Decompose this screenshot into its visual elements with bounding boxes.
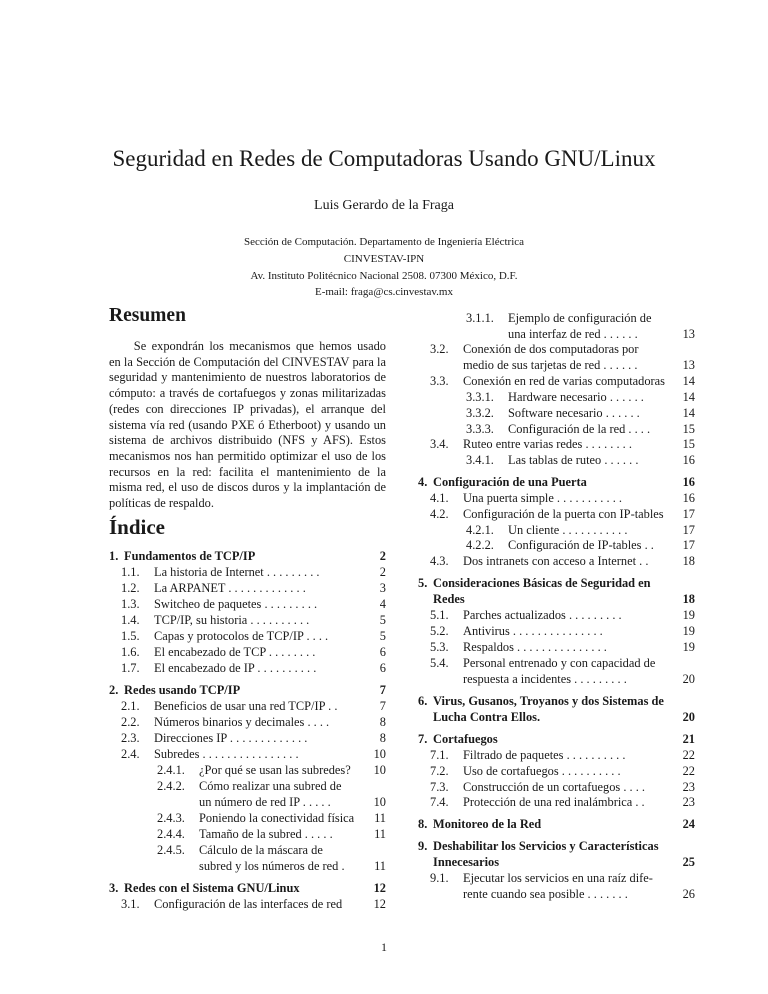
toc-entry[interactable] [109,795,386,811]
toc-entry-title: 2.4.4. Tamaño de la subred . . . . . [157,827,333,841]
toc-entry-title: 3.4. Ruteo entre varias redes . . . . . . . . [430,437,632,451]
toc-entry-title: 2.4.2. Cómo realizar una subred de [157,779,342,793]
toc-entry-page: 12 [373,881,386,895]
toc-entry-title: 3.4.1. Las tablas de ruteo . . . . . . [466,453,639,467]
toc-entry-page: 14 [682,374,695,388]
toc-entry-title: 1.5. Capas y protocolos de TCP/IP . . . . [121,629,329,643]
toc-entry-number: 6. [418,694,428,708]
toc-entry-number: 7.2. [430,764,449,778]
toc-entry-page: 22 [682,764,695,778]
toc-entry-page: 4 [379,597,386,611]
toc-entry-title: Innecesarios [433,855,500,869]
toc-entry[interactable] [418,311,695,327]
toc-entry[interactable] [418,422,695,438]
toc-entry-number: 3.2. [430,342,449,356]
toc-entry-page: 2 [379,549,386,563]
toc-entry-number: 5.3. [430,640,449,654]
toc-entry-number: 5. [418,576,428,590]
toc-entry-page: 23 [682,795,695,809]
toc-entry[interactable] [418,839,695,855]
toc-entry-number: 4.2.1. [466,523,494,537]
toc-entry-number: 3.1.1. [466,311,494,325]
toc-entry-number: 2. [109,683,119,697]
toc-entry-page: 17 [682,523,695,537]
toc-entry-page: 17 [682,507,695,521]
toc-entry[interactable] [418,795,695,811]
toc-entry-page: 3 [379,581,386,595]
toc-entry-title: 9.1. Ejecutar los servicios en una raíz dife- [430,871,653,885]
toc-entry[interactable] [418,523,695,539]
toc-entry-number: 4. [418,475,428,489]
toc-entry-number: 3.3.1. [466,390,494,404]
page-number: 1 [381,940,387,954]
toc-entry[interactable] [418,672,695,688]
toc-entry[interactable] [109,645,386,661]
toc-entry[interactable] [418,507,695,523]
affiliation-line: Av. Instituto Politécnico Nacional 2508. 07300 México, D.F. [250,270,518,282]
toc-entry-number: 3.4.1. [466,453,494,467]
toc-entry-title: 3.3.2. Software necesario . . . . . . [466,406,640,420]
toc-entry[interactable] [109,779,386,795]
toc-entry-page: 16 [682,475,695,489]
toc-entry-title: 3.1.1. Ejemplo de configuración de [466,311,652,325]
toc-entry[interactable] [109,565,386,581]
toc-entry-number: 3.3.3. [466,422,494,436]
toc-entry-title: 1.7. El encabezado de IP . . . . . . . . . . [121,661,317,675]
toc-entry[interactable] [109,731,386,747]
abstract-heading: Resumen [109,305,186,326]
toc-entry-title: Redes [433,592,465,606]
toc-entry[interactable] [418,608,695,624]
toc-entry[interactable] [418,406,695,422]
toc-entry-number: 2.2. [121,715,140,729]
toc-entry-number: 2.4. [121,747,140,761]
toc-entry-page: 11 [374,827,386,841]
toc-entry-title: 7.2. Uso de cortafuegos . . . . . . . . . . [430,764,621,778]
toc-entry[interactable] [418,887,695,903]
toc-entry[interactable] [109,629,386,645]
toc-entry-page: 8 [379,731,386,745]
toc-entry[interactable] [109,715,386,731]
toc-entry-number: 8. [418,817,428,831]
toc-entry-title: 3. Redes con el Sistema GNU/Linux [109,881,300,895]
toc-entry-page: 26 [682,887,695,901]
toc-entry-number: 2.4.4. [157,827,185,841]
toc-entry[interactable] [109,549,386,565]
toc-entry[interactable] [109,581,386,597]
toc-entry-page: 10 [373,763,386,777]
toc-entry-title: 6. Virus, Gusanos, Troyanos y dos Sistemas de [418,694,664,708]
toc-entry-number: 1.1. [121,565,140,579]
toc-entry-title: 2.3. Direcciones IP . . . . . . . . . . . . . [121,731,308,745]
toc-entry[interactable] [418,491,695,507]
toc-entry-title: 4. Configuración de una Puerta [418,475,587,489]
toc-entry[interactable] [418,327,695,343]
affiliation-line: CINVESTAV-IPN [343,253,425,265]
toc-entry-page: 20 [682,672,695,686]
toc-entry[interactable] [109,763,386,779]
toc-entry-title: 4.2.1. Un cliente . . . . . . . . . . . [466,523,628,537]
toc-entry[interactable] [418,453,695,469]
toc-entry-title: 5.1. Parches actualizados . . . . . . . . . [430,608,622,622]
toc-entry[interactable] [418,592,695,608]
toc-entry-number: 4.2.2. [466,538,494,552]
toc-entry[interactable] [418,475,695,491]
toc-entry[interactable] [418,640,695,656]
toc-entry-title: 3.1. Configuración de las interfaces de red [121,897,343,911]
toc-entry-page: 19 [682,640,695,654]
toc-entry-page: 19 [682,624,695,638]
toc-entry-page: 6 [379,645,386,659]
toc-entry-page: 5 [379,629,386,643]
toc-entry-page: 11 [374,811,386,825]
toc-entry-title: un número de red IP . . . . . [199,795,331,809]
toc-heading: Índice [109,515,166,539]
toc-entry-title: 2.2. Números binarios y decimales . . . . [121,715,330,729]
toc-entry[interactable] [418,817,695,833]
toc-entry[interactable] [418,748,695,764]
toc-entry-number: 5.2. [430,624,449,638]
toc-entry[interactable] [418,342,695,358]
toc-entry-page: 14 [682,390,695,404]
paper-title: Seguridad en Redes de Computadoras Usando GNU/Linux [112,146,656,171]
toc-entry-page: 12 [373,897,386,911]
toc-entry-title: 4.2. Configuración de la puerta con IP-tables [430,507,664,521]
toc-entry-number: 1.4. [121,613,140,627]
toc-entry-page: 14 [682,406,695,420]
toc-entry-page: 16 [682,453,695,467]
toc-entry-page: 16 [682,491,695,505]
toc-entry[interactable] [418,437,695,453]
toc-entry-number: 2.4.5. [157,843,185,857]
toc-entry-number: 3. [109,881,119,895]
toc-entry-title: 2.4.5. Cálculo de la máscara de [157,843,323,857]
author-name: Luis Gerardo de la Fraga [314,198,454,213]
toc-entry-title: 5.3. Respaldos . . . . . . . . . . . . . . . [430,640,607,654]
toc-entry-page: 8 [379,715,386,729]
toc-entry-number: 4.2. [430,507,449,521]
toc-entry-number: 4.3. [430,554,449,568]
toc-entry-page: 24 [682,817,695,831]
toc-entry[interactable] [418,656,695,672]
toc-entry-number: 7.1. [430,748,449,762]
toc-entry[interactable] [418,358,695,374]
toc-entry-title: una interfaz de red . . . . . . [508,327,638,341]
toc-entry-number: 9. [418,839,428,853]
toc-entry-title: 1.3. Switcheo de paquetes . . . . . . . . . [121,597,318,611]
toc-entry-number: 7.4. [430,795,449,809]
toc-entry-title: 5.2. Antivirus . . . . . . . . . . . . . . . [430,624,603,638]
toc-entry-title: Lucha Contra Ellos. [433,710,541,724]
toc-entry-title: 3.3.1. Hardware necesario . . . . . . [466,390,644,404]
toc-entry-number: 2.4.1. [157,763,185,777]
toc-entry-title: 7.4. Protección de una red inalámbrica . . [430,795,645,809]
toc-entry-page: 2 [379,565,386,579]
toc-entry-number: 2.4.3. [157,811,185,825]
toc-entry[interactable] [418,576,695,592]
toc-entry-title: 5. Consideraciones Básicas de Seguridad en [418,576,651,590]
toc-entry-page: 15 [682,437,695,451]
toc-entry-number: 5.1. [430,608,449,622]
toc-entry-number: 1.6. [121,645,140,659]
toc-entry-title: 4.2.2. Configuración de IP-tables . . [466,538,654,552]
toc-entry-page: 11 [374,859,386,873]
toc-entry-title: 5.4. Personal entrenado y con capacidad de [430,656,656,670]
toc-entry[interactable] [418,694,695,710]
toc-entry-title: 1.6. El encabezado de TCP . . . . . . . . [121,645,316,659]
toc-entry-number: 3.4. [430,437,449,451]
toc-entry-number: 2.3. [121,731,140,745]
toc-entry-page: 5 [379,613,386,627]
toc-entry-title: subred y los números de red . [199,859,345,873]
toc-entry-number: 2.4.2. [157,779,185,793]
toc-entry-title: 1.1. La historia de Internet . . . . . . . . . [121,565,320,579]
email-line: E-mail: fraga@cs.cinvestav.mx [314,286,453,298]
toc-entry[interactable] [418,538,695,554]
toc-entry-page: 15 [682,422,695,436]
toc-entry-title: 3.2. Conexión de dos computadoras por [430,342,639,356]
toc-entry-title: 2.4.3. Poniendo la conectividad física [157,811,355,825]
toc-entry-title: 1. Fundamentos de TCP/IP [109,549,256,563]
toc-entry-title: 2.4. Subredes . . . . . . . . . . . . . . . . [121,747,299,761]
toc-entry-title: 1.2. La ARPANET . . . . . . . . . . . . . [121,581,306,595]
toc-entry-page: 13 [682,327,695,341]
toc-entry[interactable] [109,811,386,827]
toc-entry-page: 18 [682,554,695,568]
toc-entry-number: 9.1. [430,871,449,885]
affiliation-line: Sección de Computación. Departamento de Ingeniería Eléctrica [243,236,525,248]
toc-entry-page: 7 [379,683,386,697]
toc-entry[interactable] [109,859,386,875]
toc-entry[interactable] [109,747,386,763]
toc-entry-title: 7.1. Filtrado de paquetes . . . . . . . . . . [430,748,626,762]
toc-entry-page: 19 [682,608,695,622]
toc-entry[interactable] [418,764,695,780]
toc-entry-title: 9. Deshabilitar los Servicios y Características [418,839,659,853]
toc-entry[interactable] [418,732,695,748]
toc-entry-number: 3.3. [430,374,449,388]
toc-entry-title: 2. Redes usando TCP/IP [109,683,241,697]
toc-entry[interactable] [109,683,386,699]
toc-entry-page: 6 [379,661,386,675]
toc-entry-title: 2.4.1. ¿Por qué se usan las subredes? [157,763,351,777]
toc-entry[interactable] [109,843,386,859]
toc-entry-number: 5.4. [430,656,449,670]
toc-entry-number: 7.3. [430,780,449,794]
toc-entry[interactable] [109,661,386,677]
toc-entry[interactable] [418,710,695,726]
toc-entry-page: 7 [379,699,386,713]
toc-entry-title: rente cuando sea posible . . . . . . . [463,887,628,901]
toc-entry-number: 4.1. [430,491,449,505]
toc-entry-title: 2.1. Beneficios de usar una red TCP/IP . . [121,699,338,713]
toc-entry-page: 10 [373,795,386,809]
toc-entry-title: 3.3. Conexión en red de varias computadoras [430,374,665,388]
toc-entry-number: 1.3. [121,597,140,611]
toc-entry-number: 2.1. [121,699,140,713]
toc-entry[interactable] [418,855,695,871]
toc-entry[interactable] [109,597,386,613]
toc-entry-title: 4.1. Una puerta simple . . . . . . . . . . . [430,491,622,505]
toc-entry-title: 1.4. TCP/IP, su historia . . . . . . . . . . [121,613,310,627]
toc-entry-title: medio de sus tarjetas de red . . . . . . [463,358,638,372]
toc-entry-page: 10 [373,747,386,761]
toc-entry-page: 13 [682,358,695,372]
toc-entry-page: 22 [682,748,695,762]
toc-entry[interactable] [418,390,695,406]
toc-entry-page: 17 [682,538,695,552]
toc-entry-page: 20 [682,710,695,724]
toc-entry-number: 1. [109,549,119,563]
toc-entry[interactable] [418,374,695,390]
toc-entry-title: 8. Monitoreo de la Red [418,817,542,831]
toc-entry-page: 25 [682,855,695,869]
toc-entry[interactable] [109,827,386,843]
toc-entry-title: 3.3.3. Configuración de la red . . . . [466,422,651,436]
toc-entry[interactable] [418,780,695,796]
toc-entry[interactable] [109,897,386,913]
toc-entry-page: 21 [682,732,695,746]
toc-entry-title: 7.3. Construcción de un cortafuegos . . . . [430,780,646,794]
toc-entry-number: 1.7. [121,661,140,675]
toc-entry[interactable] [109,613,386,629]
toc-entry-number: 3.3.2. [466,406,494,420]
toc-entry-number: 7. [418,732,428,746]
toc-entry-number: 1.2. [121,581,140,595]
toc-entry-number: 3.1. [121,897,140,911]
toc-entry-page: 18 [682,592,695,606]
toc-entry[interactable] [418,554,695,570]
toc-entry-number: 1.5. [121,629,140,643]
toc-entry-title: 4.3. Dos intranets con acceso a Internet . . [430,554,649,568]
toc-entry-title: respuesta a incidentes . . . . . . . . . [463,672,627,686]
toc-entry[interactable] [109,699,386,715]
toc-entry-title: 7. Cortafuegos [418,732,498,746]
toc-entry-page: 23 [682,780,695,794]
toc-entry[interactable] [418,624,695,640]
toc-entry[interactable] [418,871,695,887]
abstract-text: Se expondrán los mecanismos que hemos usado en la Sección de Computación del CINVESTAV para la seguridad y mantenimiento de nuestros laboratorios de cómputo: a través de cortafuegos y zonas militarizadas (redes con direcciones IP privadas), el arranque del sistema vía red (usando PXE ó Etherboot) y usando un sistema de archivos distribuido (NFS y AFS). Estos mecanismos nos han permitido optimizar el uso de los recursos en la red: facilita el mantenimiento de la misma red, el uso de discos duros y la implantación de políticas de respaldo. [109,339,386,511]
toc-entry[interactable] [109,881,386,897]
